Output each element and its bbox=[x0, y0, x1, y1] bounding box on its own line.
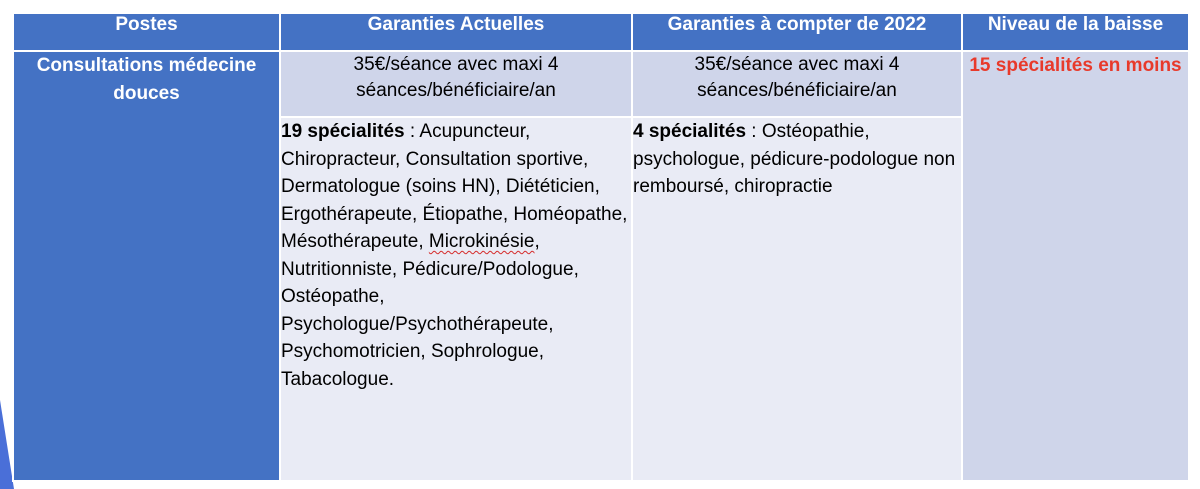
header-garanties-2022: Garanties à compter de 2022 bbox=[632, 13, 962, 51]
current-separator: : bbox=[404, 121, 420, 142]
future-tarif-cell: 35€/séance avec maxi 4 séances/bénéficiaire/an bbox=[632, 51, 962, 117]
current-tarif-cell: 35€/séance avec maxi 4 séances/bénéficiaire/an bbox=[280, 51, 632, 117]
guarantees-table bbox=[12, 12, 1190, 482]
header-postes: Postes bbox=[13, 13, 280, 51]
future-specialites-cell bbox=[632, 117, 962, 481]
current-list-part2: , Nutritionniste, Pédicure/Podologue, Ostéopathe, Psychologue/Psychothérapeute, Psychomotricien, Sophrologue, Tabacologue. bbox=[281, 231, 579, 390]
future-count-label: 4 spécialités bbox=[633, 121, 747, 142]
future-list: Ostéopathie, psychologue, pédicure-podologue non remboursé, chiropractie bbox=[633, 121, 956, 197]
row-label-consultations: Consultations médecine douces bbox=[13, 51, 280, 481]
baisse-cell: 15 spécialités en moins bbox=[962, 51, 1189, 481]
header-niveau-baisse: Niveau de la baisse bbox=[962, 13, 1189, 51]
table-row-tarif bbox=[13, 51, 1189, 117]
table-header-row bbox=[13, 13, 1189, 51]
current-specialites-cell bbox=[280, 117, 632, 481]
header-garanties-actuelles: Garanties Actuelles bbox=[280, 13, 632, 51]
current-list-part1: Acupuncteur, Chiropracteur, Consultation sportive, Dermatologue (soins HN), Diététicien, Ergothérapeute, Étiopathe, Homéopathe, Mésothérapeute, bbox=[281, 121, 628, 252]
future-separator: : bbox=[746, 121, 762, 142]
current-count-label: 19 spécialités bbox=[281, 121, 405, 142]
spellcheck-flagged-word: Microkinésie bbox=[428, 231, 535, 252]
